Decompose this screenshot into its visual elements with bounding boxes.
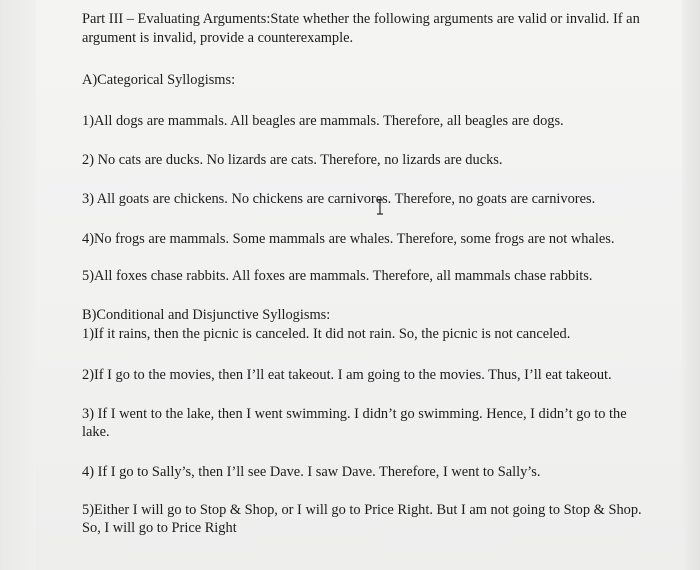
conditional-item-4: 4) If I go to Sally’s, then I’ll see Dave. I saw Dave. Therefore, I went to Sally’s. (82, 464, 541, 480)
document-header-line-2: argument is invalid, provide a counterexample. (82, 30, 354, 46)
section-b-heading: B)Conditional and Disjunctive Syllogisms: (82, 307, 331, 323)
categorical-item-2: 2) No cats are ducks. No lizards are cats. Therefore, no lizards are ducks. (82, 152, 503, 168)
disjunctive-item-5-line-2: So, I will go to Price Right (82, 520, 237, 536)
page-right-edge (682, 0, 700, 570)
page-left-edge (0, 0, 36, 570)
conditional-item-1: 1)If it rains, then the picnic is canceled. It did not rain. So, the picnic is not canceled. (82, 326, 571, 342)
section-a-heading: A)Categorical Syllogisms: (82, 72, 236, 88)
categorical-item-3: 3) All goats are chickens. No chickens are carnivores. Therefore, no goats are carnivores. (82, 191, 596, 207)
document-header-line-1: Part III – Evaluating Arguments:State whether the following arguments are valid or invalid. If an (82, 11, 640, 27)
disjunctive-item-5-line-1: 5)Either I will go to Stop & Shop, or I will go to Price Right. But I am not going to Stop & Shop. (82, 502, 642, 518)
categorical-item-4: 4)No frogs are mammals. Some mammals are whales. Therefore, some frogs are not whales. (82, 231, 615, 247)
categorical-item-1: 1)All dogs are mammals. All beagles are mammals. Therefore, all beagles are dogs. (82, 113, 564, 129)
conditional-item-2: 2)If I go to the movies, then I’ll eat takeout. I am going to the movies. Thus, I’ll eat takeout. (82, 367, 612, 383)
categorical-item-5: 5)All foxes chase rabbits. All foxes are mammals. Therefore, all mammals chase rabbits. (82, 268, 593, 284)
conditional-item-3-line-1: 3) If I went to the lake, then I went swimming. I didn’t go swimming. Hence, I didn’t go to the (82, 406, 627, 422)
text-cursor-icon (375, 199, 385, 215)
conditional-item-3-line-2: lake. (82, 424, 110, 440)
